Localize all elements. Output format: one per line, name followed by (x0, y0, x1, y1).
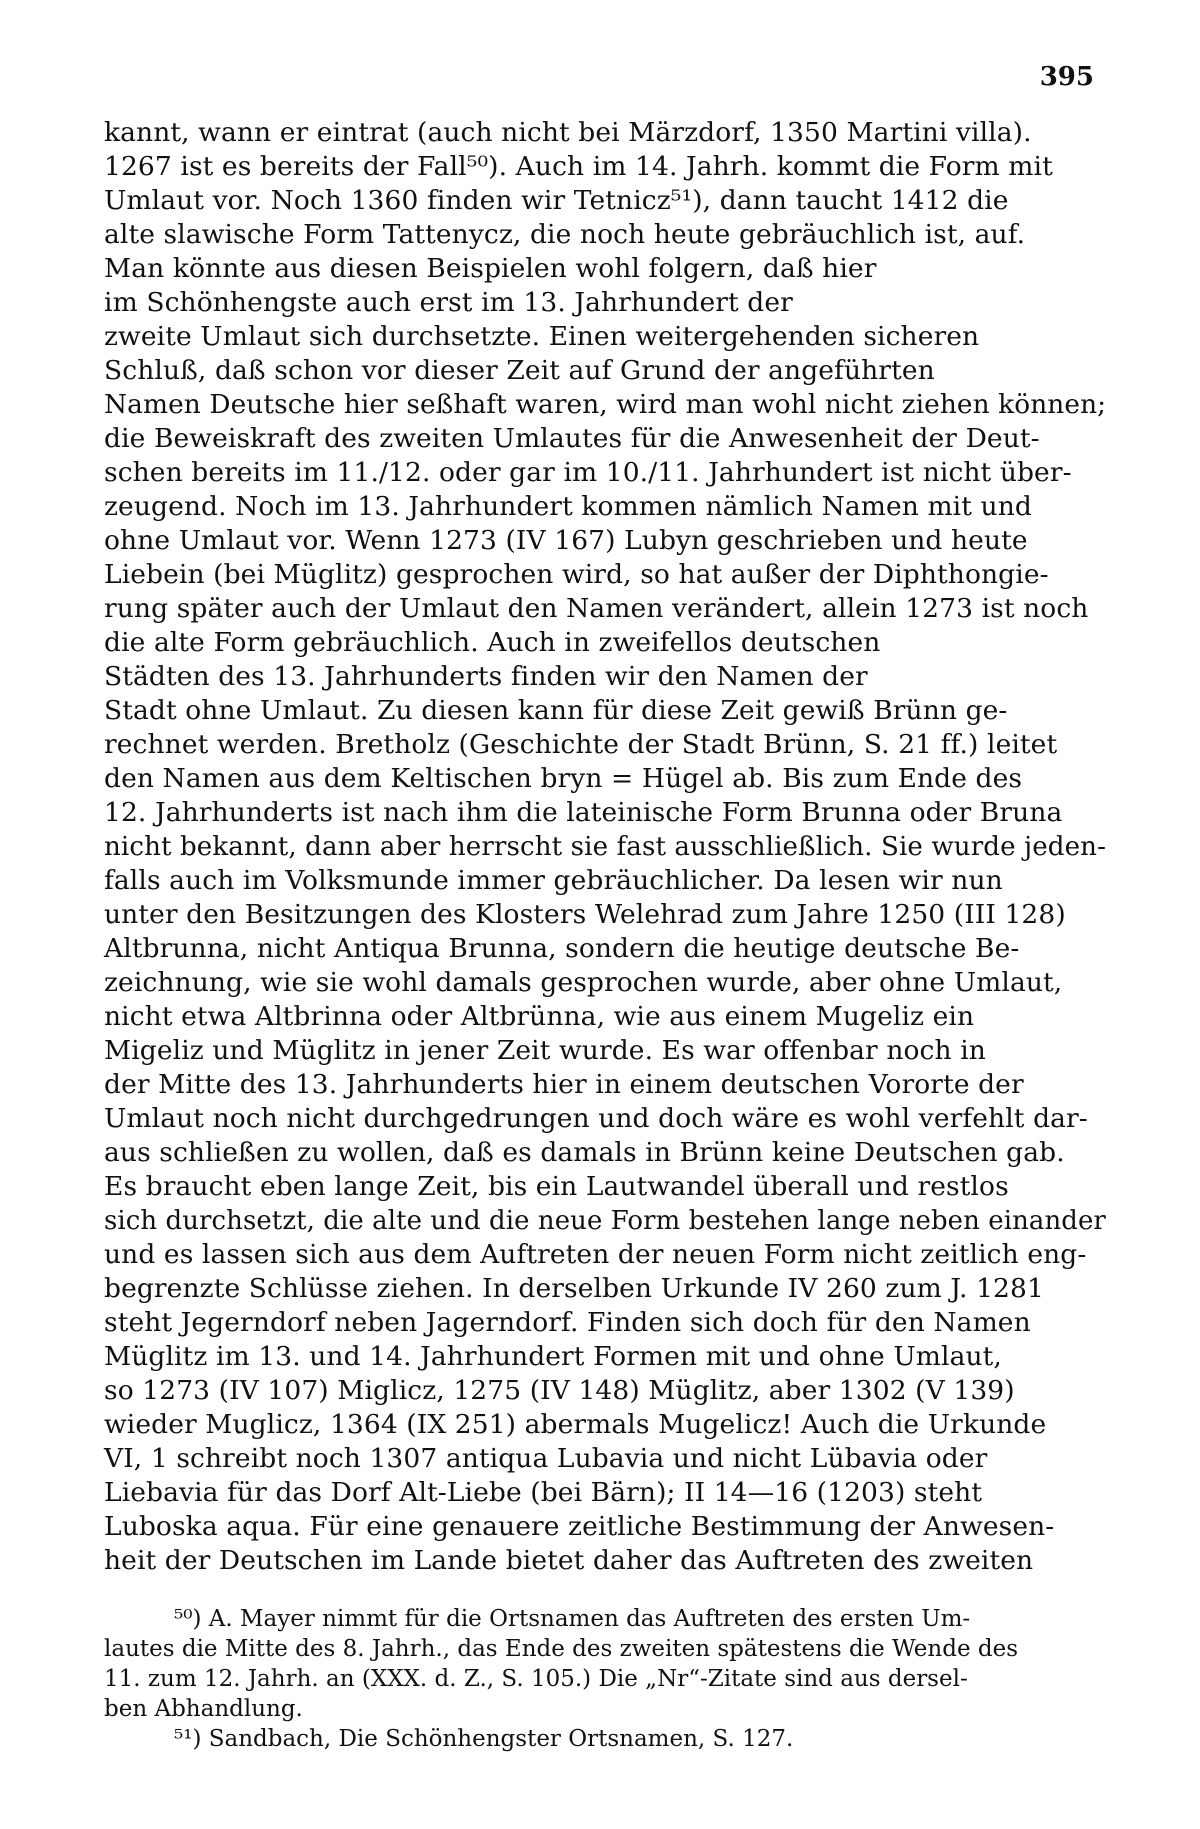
text-line: Städten des 13. Jahrhunderts finden wir den Namen der (104, 661, 868, 692)
text-line: alte slawische Form Tattenycz, die noch heute gebräuchlich ist, auf. (104, 219, 1026, 250)
text-line: Es braucht eben lange Zeit, bis ein Lautwandel überall und restlos (104, 1171, 1009, 1202)
text-line: aus schließen zu wollen, daß es damals in Brünn keine Deutschen gab. (104, 1137, 1065, 1168)
text-line: begrenzte Schlüsse ziehen. In derselben Urkunde IV 260 zum J. 1281 (104, 1273, 1044, 1304)
text-line: sich durchsetzt, die alte und die neue Form bestehen lange neben einander (104, 1205, 1106, 1236)
text-line: Umlaut noch nicht durchgedrungen und doch wäre es wohl verfehlt dar- (104, 1103, 1088, 1134)
footnote-line: ben Abhandlung. (104, 1696, 303, 1722)
text-line: 12. Jahrhunderts ist nach ihm die lateinische Form Brunna oder Bruna (104, 797, 1063, 828)
text-line: VI, 1 schreibt noch 1307 antiqua Lubavia und nicht Lübavia oder (104, 1443, 988, 1474)
text-line: Man könnte aus diesen Beispielen wohl folgern, daß hier (104, 253, 877, 284)
text-line: unter den Besitzungen des Klosters Welehrad zum Jahre 1250 (III 128) (104, 899, 1066, 930)
text-line: steht Jegerndorf neben Jagerndorf. Finden sich doch für den Namen (104, 1307, 1031, 1338)
text-line: zweite Umlaut sich durchsetzte. Einen weitergehenden sicheren (104, 321, 980, 352)
text-line: ohne Umlaut vor. Wenn 1273 (IV 167) Lubyn geschrieben und heute (104, 525, 1028, 556)
text-line: und es lassen sich aus dem Auftreten der neuen Form nicht zeitlich eng- (104, 1239, 1087, 1270)
text-line: Altbrunna, nicht Antiqua Brunna, sondern die heutige deutsche Be- (104, 933, 1020, 964)
body-text (104, 116, 1106, 1578)
text-line: die Beweiskraft des zweiten Umlautes für die Anwesenheit der Deut- (104, 423, 1040, 454)
text-line: so 1273 (IV 107) Miglicz, 1275 (IV 148) Müglitz, aber 1302 (V 139) (104, 1375, 1015, 1406)
text-line: den Namen aus dem Keltischen bryn = Hügel ab. Bis zum Ende des (104, 763, 1023, 794)
page-number: 395 (1039, 62, 1094, 92)
text-line: Schluß, daß schon vor dieser Zeit auf Grund der angeführten (104, 355, 935, 386)
footnote-line: 11. zum 12. Jahrh. an (XXX. d. Z., S. 105.) Die „Nr“-Zitate sind aus dersel- (104, 1666, 968, 1692)
text-line: rung später auch der Umlaut den Namen verändert, allein 1273 ist noch (104, 593, 1089, 624)
text-line: Migeliz und Müglitz in jener Zeit wurde. Es war offenbar noch in (104, 1035, 986, 1066)
text-line: Namen Deutsche hier seßhaft waren, wird man wohl nicht ziehen können; (104, 389, 1107, 420)
text-line: Luboska aqua. Für eine genauere zeitliche Bestimmung der Anwesen- (104, 1511, 1055, 1542)
text-line: im Schönhengste auch erst im 13. Jahrhundert der (104, 287, 793, 318)
text-line: Liebein (bei Müglitz) gesprochen wird, so hat außer der Diphthongie- (104, 559, 1049, 590)
text-line: zeugend. Noch im 13. Jahrhundert kommen nämlich Namen mit und (104, 491, 1032, 522)
text-line: 1267 ist es bereits der Fall⁵⁰). Auch im 14. Jahrh. kommt die Form mit (104, 151, 1053, 182)
text-line: Müglitz im 13. und 14. Jahrhundert Formen mit und ohne Umlaut, (104, 1341, 1002, 1372)
text-line: rechnet werden. Bretholz (Geschichte der Stadt Brünn, S. 21 ff.) leitet (104, 729, 1058, 760)
text-line: heit der Deutschen im Lande bietet daher das Auftreten des zweiten (104, 1545, 1034, 1576)
footnote-line: ⁵¹) Sandbach, Die Schönhengster Ortsnamen, S. 127. (174, 1726, 794, 1752)
text-line: kannt, wann er eintrat (auch nicht bei Märzdorf, 1350 Martini villa). (104, 117, 1032, 148)
footnote-line: ⁵⁰) A. Mayer nimmt für die Ortsnamen das Auftreten des ersten Um- (174, 1606, 971, 1632)
text-line: nicht etwa Altbrinna oder Altbrünna, wie aus einem Mugeliz ein (104, 1001, 975, 1032)
text-line: wieder Muglicz, 1364 (IX 251) abermals Mugelicz! Auch die Urkunde (104, 1409, 1047, 1440)
text-line: die alte Form gebräuchlich. Auch in zweifellos deutschen (104, 627, 881, 658)
text-line: schen bereits im 11./12. oder gar im 10./11. Jahrhundert ist nicht über- (104, 457, 1072, 488)
text-line: zeichnung, wie sie wohl damals gesprochen wurde, aber ohne Umlaut, (104, 967, 1063, 998)
footnote-line: lautes die Mitte des 8. Jahrh., das Ende des zweiten spätestens die Wende des (104, 1636, 1019, 1662)
text-line: Stadt ohne Umlaut. Zu diesen kann für diese Zeit gewiß Brünn ge- (104, 695, 1008, 726)
text-line: nicht bekannt, dann aber herrscht sie fast ausschließlich. Sie wurde jeden- (104, 831, 1107, 862)
text-line: Liebavia für das Dorf Alt-Liebe (bei Bärn); II 14—16 (1203) steht (104, 1477, 983, 1508)
text-line: der Mitte des 13. Jahrhunderts hier in einem deutschen Vororte der (104, 1069, 1024, 1100)
text-line: Umlaut vor. Noch 1360 finden wir Tetnicz⁵¹), dann taucht 1412 die (104, 185, 1009, 216)
footnotes (104, 1604, 1106, 1754)
text-line: falls auch im Volksmunde immer gebräuchlicher. Da lesen wir nun (104, 865, 1003, 896)
